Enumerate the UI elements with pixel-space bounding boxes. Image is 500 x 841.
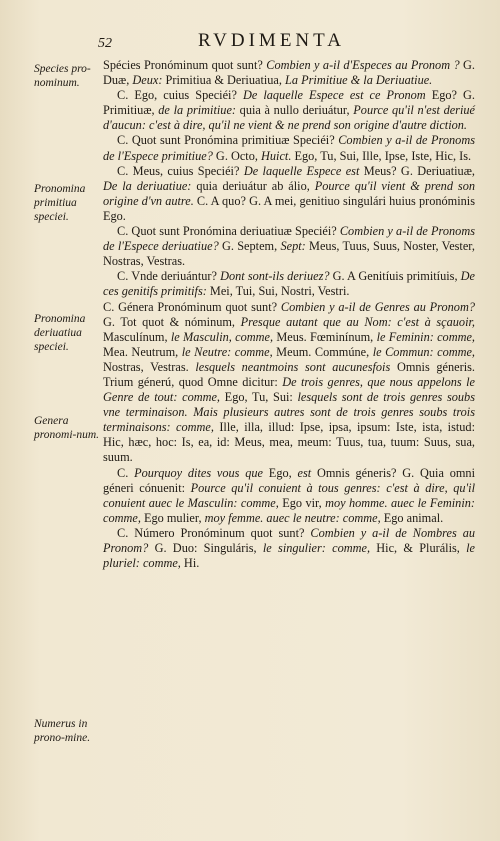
latin-text: C. Ego, cuius Speciéi? — [117, 88, 243, 103]
latin-text: Spécies Pronóminum quot sunt? — [103, 58, 267, 72]
paragraph — [103, 133, 475, 163]
french-gloss: le Feminin: comme, — [376, 329, 476, 344]
french-gloss: le Neutre: comme, — [181, 344, 273, 359]
french-gloss: de la primitiue: — [158, 103, 236, 118]
latin-text: Nostras, Vestras. — [103, 359, 196, 374]
margin-note-genera: Genera pronomi-num. — [34, 415, 100, 441]
french-gloss: Combien y a-il de Pronoms de l'Espece primitiue? — [103, 133, 476, 163]
french-gloss: Combien y a-il d'Especes au Pronom ? — [266, 58, 460, 72]
french-gloss: Combien y a-il de Nombres au Pronom? — [103, 525, 475, 555]
paragraph — [103, 526, 475, 571]
paragraph — [103, 224, 475, 269]
latin-text: quia à nullo deriuátur, — [236, 103, 354, 118]
french-gloss: lesquels sont de trois genres soubs vne terminaison. Mais plusieurs autres sont de trois genres soubs trois terminaisons: comme, — [103, 390, 475, 435]
margin-notes — [34, 62, 104, 782]
french-gloss: Dont sont-ils deriuez? — [220, 269, 330, 284]
french-gloss: moy femme. auec le neutre: comme, — [204, 510, 381, 525]
margin-note-primitiua: Pronomina primitiua speciei. — [34, 183, 86, 223]
french-gloss: le pluriel: comme, — [103, 541, 475, 571]
margin-note-species: Species pro-nominum. — [34, 63, 91, 89]
latin-text: Mei, Tui, Sui, Nostri, Vestri. — [206, 284, 350, 299]
latin-text: Hic, & Plurális, — [370, 541, 467, 555]
french-gloss: Combien y a-il de Genres au Pronom? — [280, 299, 475, 314]
french-gloss: De trois genres, que nous appelons le Genre de tout: comme, — [103, 374, 476, 405]
french-gloss: La Primitiue & la Deriuatiue. — [285, 73, 433, 88]
french-gloss: Pource qu'il n'est deriué d'aucun: c'est à dire, qu'il ne vient & ne prend son origine d'autre diction. — [103, 103, 475, 133]
latin-text: C. Quot sunt Pronómina deriuatiuæ Speciéi? — [117, 224, 340, 239]
french-gloss: De la deriuatiue: — [103, 178, 192, 193]
latin-text: Meus? G. Deriuatiuæ, — [359, 163, 475, 178]
french-gloss: Sept: — [280, 239, 306, 254]
french-gloss: Combien y a-il de Pronoms de l'Espece deriuatiue? — [103, 224, 475, 254]
french-gloss: moy homme. auec le Feminin: comme, — [103, 495, 475, 525]
latin-text: Mea. Neutrum, — [103, 344, 182, 359]
french-gloss: Presque autant que au Nom: c'est à sçauoir, — [240, 314, 475, 329]
latin-text: G. Duo: Singuláris, — [148, 541, 263, 555]
latin-text: Ego, Tu, Sui: — [220, 390, 298, 405]
latin-text: Ego, Tu, Sui, Ille, Ipse, Iste, Hic, Is. — [291, 148, 472, 163]
latin-text: Ille, illa, illud: Ipse, ipsa, ipsum: Iste, ista, istud: Hic, hæc, hoc: Is, ea, id: Meus, mea, meum: Tuus, tua, tuum: Suus, sua, suum. — [103, 420, 475, 465]
latin-text: Ego, — [263, 465, 298, 480]
latin-text: Primitiua & Deriuatiua, — [162, 73, 286, 88]
french-gloss: Pource qu'il conuient à tous genres: c'est à dire, qu'il conuient auec le Masculin: comme, — [103, 480, 475, 510]
latin-text: G. Duæ, — [103, 58, 476, 88]
paragraph — [103, 58, 475, 88]
paragraph — [103, 466, 475, 526]
latin-text: Omnis géneris? G. Quia omni géneri cónuenit: — [103, 465, 475, 495]
latin-text: Omnis géneris. Trium génerú, quod Omne dicitur: — [103, 359, 475, 389]
latin-text: Hi. — [180, 556, 200, 571]
latin-text: Ego vir, — [278, 495, 326, 510]
latin-text: C. — [117, 465, 135, 480]
margin-note-deriuatiua: Pronomina deriuatiua speciei. — [34, 313, 86, 353]
latin-text: C. Número Pronóminum quot sunt? — [117, 525, 311, 540]
latin-text: Ego mulier, — [140, 510, 205, 525]
latin-text: Masculínum, — [103, 329, 171, 344]
latin-text: C. Vnde deriuántur? — [117, 269, 221, 284]
latin-text: Ego animal. — [380, 510, 444, 525]
french-gloss: Huict. — [261, 148, 292, 163]
latin-text: C. Génera Pronóminum quot sunt? — [103, 299, 281, 314]
french-gloss: est — [297, 465, 312, 480]
paragraph — [103, 88, 475, 133]
page-number: 52 — [98, 36, 112, 51]
french-gloss: De laquelle Espece est — [243, 163, 360, 178]
paragraph — [103, 269, 475, 299]
french-gloss: De laquelle Espece est ce Pronom — [242, 88, 426, 103]
main-text — [103, 58, 475, 571]
latin-text: C. Quot sunt Pronómina primitiuæ Speciéi? — [117, 133, 339, 148]
french-gloss: le Masculin, comme, — [170, 329, 274, 344]
latin-text: Meus. Fœminínum, — [273, 329, 377, 344]
latin-text: C. Meus, cuius Speciéi? — [117, 163, 244, 178]
latin-text: C. A quo? G. A mei, genitiuo singulári huius pronóminis Ego. — [103, 193, 475, 223]
latin-text: Meus, Tuus, Suus, Noster, Vester, Nostras, Vestras. — [103, 239, 475, 269]
french-gloss: lesquels neantmoins sont aucunesfois — [195, 359, 391, 374]
latin-text: G. Septem, — [218, 239, 281, 254]
latin-text: G. A Genitíuis primitíuis, — [329, 269, 461, 284]
paragraph — [103, 164, 475, 224]
french-gloss: Pourquoy dites vous que — [134, 465, 264, 480]
latin-text: Meum. Commúne, — [272, 344, 373, 359]
french-gloss: De ces genitifs primitifs: — [103, 269, 475, 299]
running-head: RVDIMENTA — [198, 30, 345, 51]
page-header — [0, 26, 500, 52]
french-gloss: le singulier: comme, — [262, 541, 371, 555]
latin-text: G. Octo, — [212, 148, 262, 163]
latin-text: Ego? G. Primitiuæ, — [103, 88, 475, 118]
margin-note-numerus: Numerus in prono-mine. — [34, 718, 91, 744]
french-gloss: Pource qu'il vient & prend son origine d'vn autre. — [103, 178, 475, 208]
paragraph — [103, 300, 475, 466]
latin-text: G. Tot quot & nóminum, — [103, 314, 241, 329]
french-gloss: le Commun: comme, — [372, 344, 476, 359]
french-gloss: Deux: — [132, 73, 163, 88]
latin-text: quia deriuátur ab álio, — [191, 178, 315, 193]
